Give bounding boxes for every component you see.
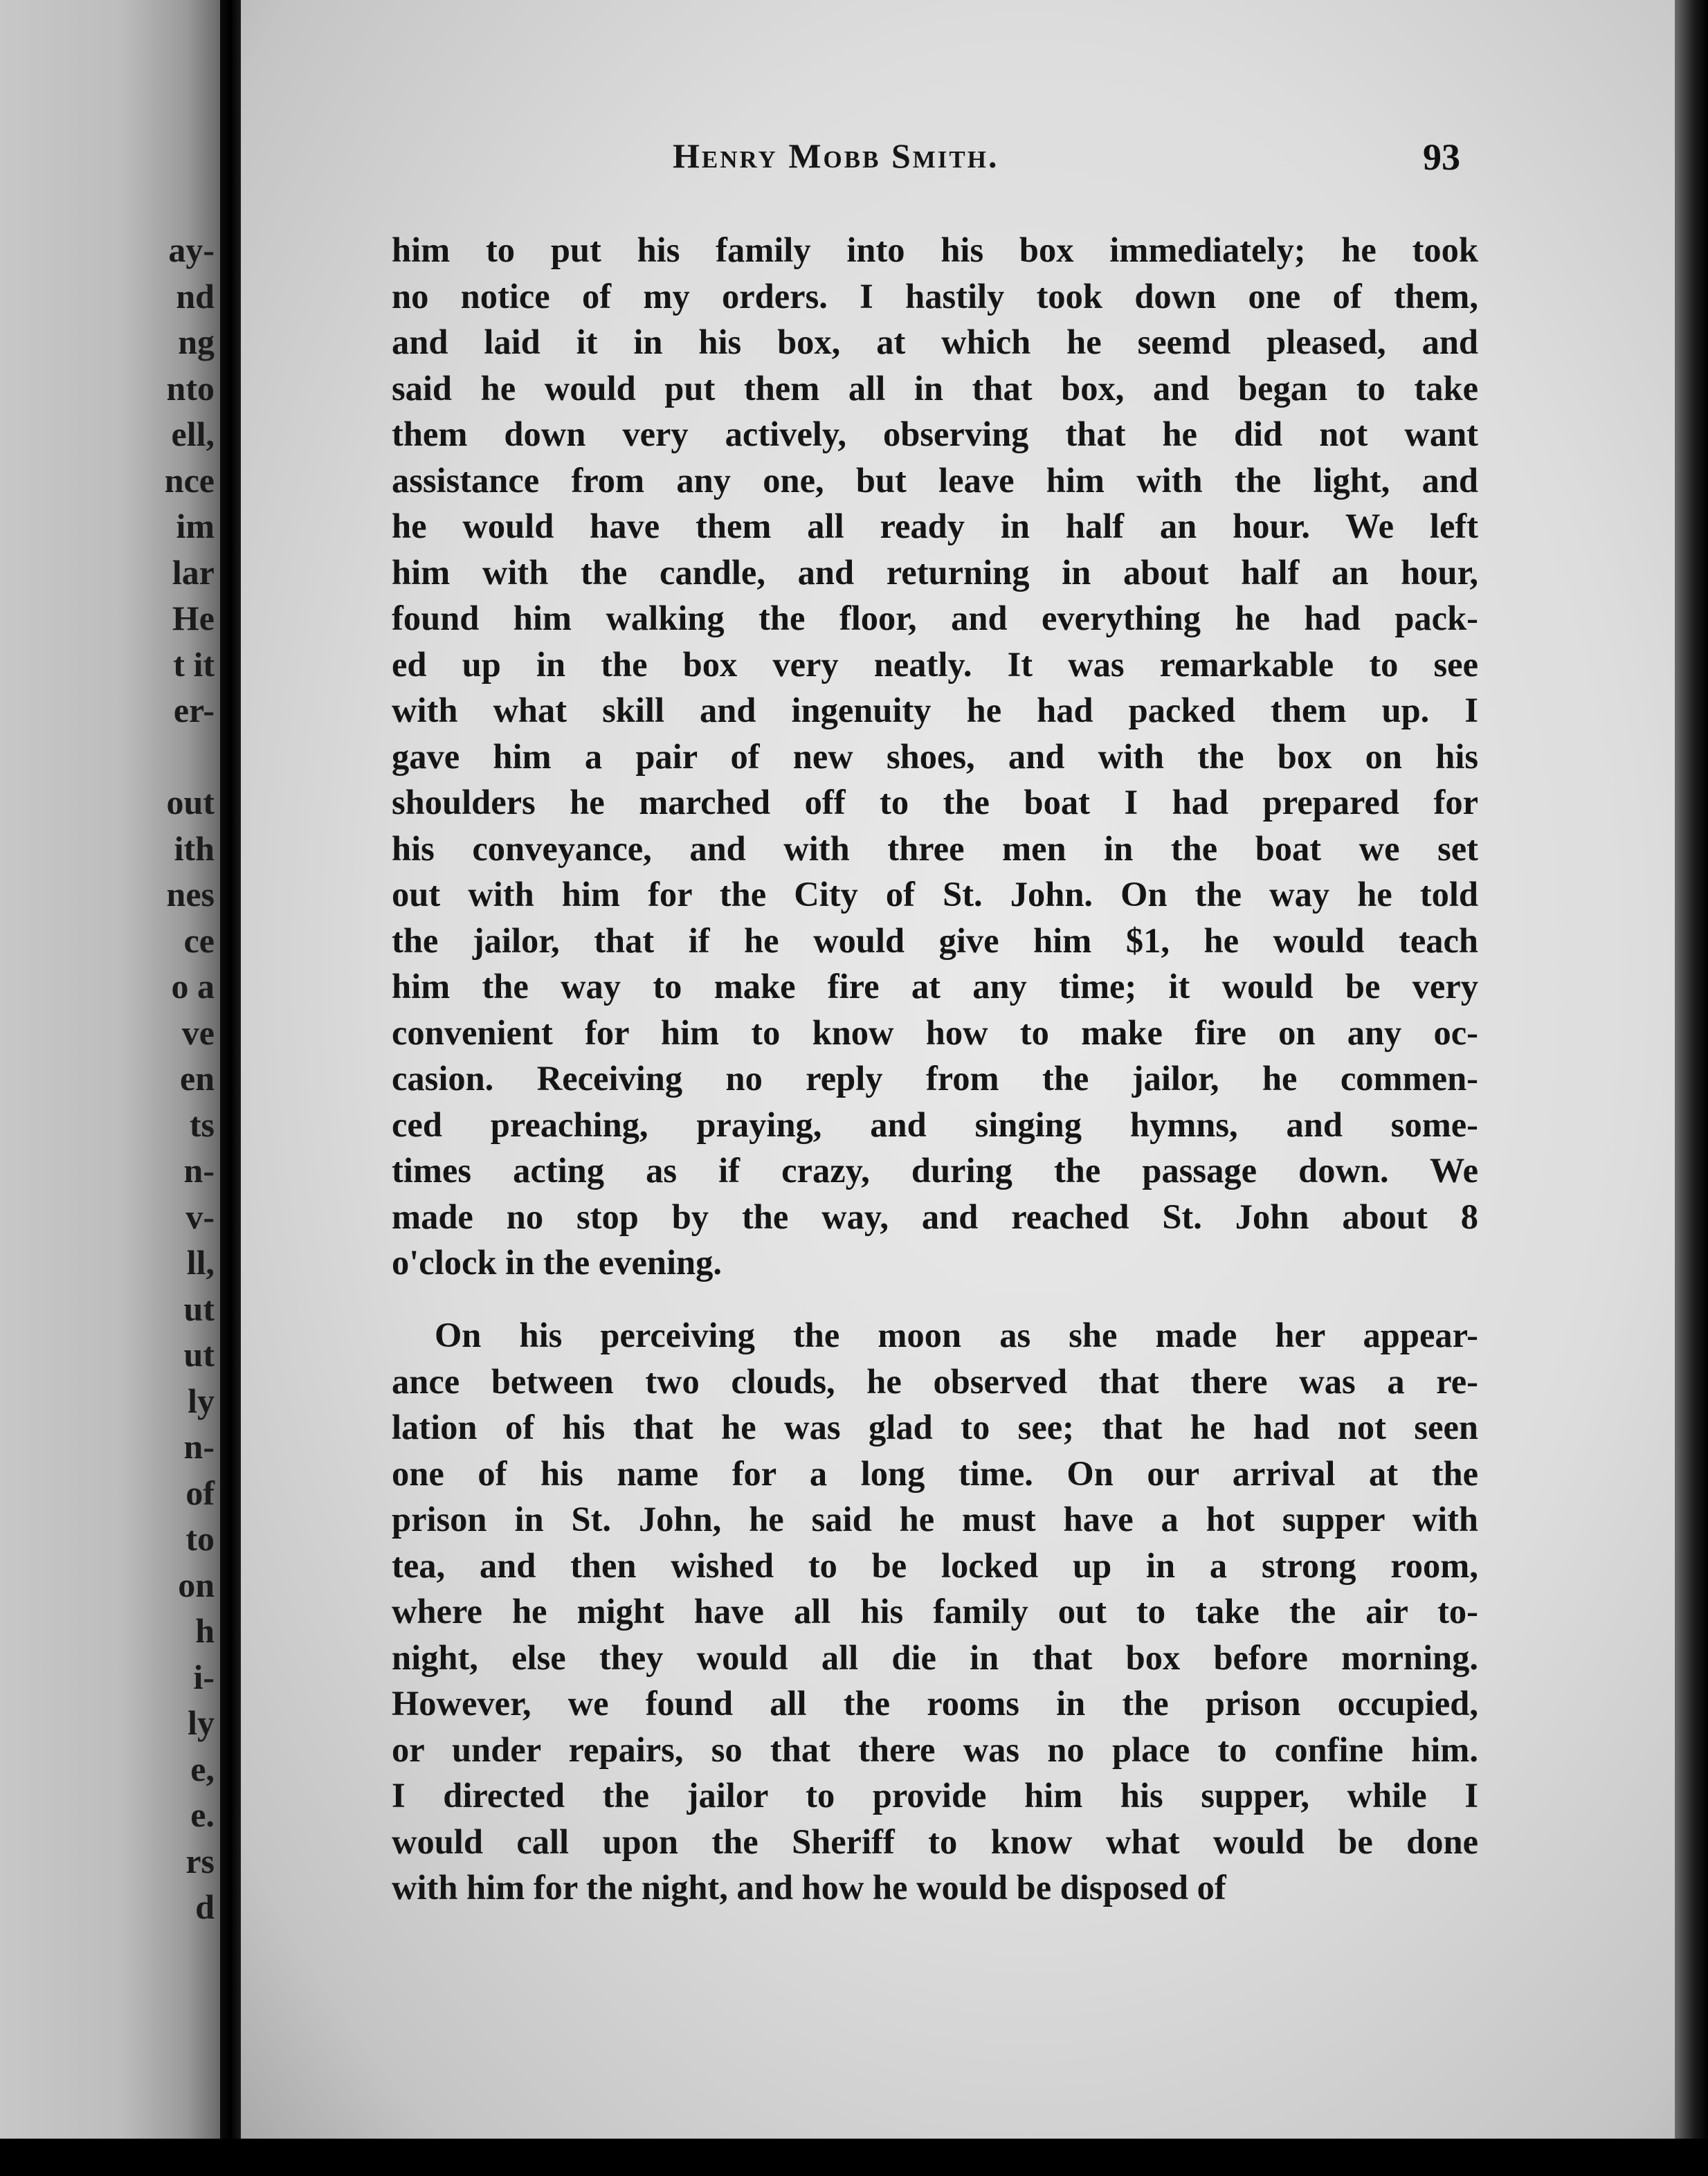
previous-page-fragment: ce — [183, 921, 215, 960]
book-gutter — [220, 0, 241, 2176]
text-line: his conveyance, and with three men in the boat we set — [392, 828, 1478, 868]
previous-page-fragment: ut — [183, 1335, 215, 1374]
previous-page-fragment: e. — [190, 1795, 215, 1834]
previous-page-fragment: nce — [164, 460, 215, 500]
previous-page-fragment: i- — [193, 1657, 215, 1696]
text-line: he would have them all ready in half an hour. We left — [392, 507, 1478, 545]
text-line: However, we found all the rooms in the prison occupied, — [392, 1684, 1478, 1723]
text-line: out with him for the City of St. John. On the way he told — [392, 875, 1478, 914]
text-line: or under repairs, so that there was no place to confine him. — [392, 1730, 1478, 1769]
previous-page-fragment: nto — [166, 368, 215, 408]
text-line: On his perceiving the moon as she made her appear- — [435, 1316, 1478, 1354]
text-line: I directed the jailor to provide him his supper, while I — [392, 1776, 1478, 1815]
text-line: night, else they would all die in that box before morning. — [392, 1638, 1478, 1677]
text-line: times acting as if crazy, during the passage down. We — [392, 1151, 1478, 1190]
previous-page-fragment: n- — [183, 1427, 215, 1466]
previous-page-fragment: ay- — [168, 230, 215, 269]
previous-page-fragment: im — [176, 507, 215, 545]
previous-page-fragment: ly — [188, 1703, 215, 1742]
previous-page-fragment: ell, — [171, 415, 215, 453]
running-head: Henry Mobb Smith. — [673, 136, 999, 175]
previous-page-fragment: ng — [178, 323, 215, 361]
previous-page-fragment: lar — [172, 552, 215, 592]
text-line: would call upon the Sheriff to know what would be done — [392, 1822, 1478, 1861]
text-line: found him walking the floor, and everything he had pack- — [392, 599, 1478, 637]
previous-page-fragment: He — [172, 599, 215, 637]
scan-bottom-border — [0, 2139, 1708, 2176]
previous-page-fragment: v- — [185, 1197, 215, 1236]
text-line: with him for the night, and how he would be disposed of — [392, 1868, 1226, 1907]
page-number: 93 — [1423, 136, 1460, 178]
text-line: ed up in the box very neatly. It was remarkable to see — [392, 644, 1478, 684]
text-line: said he would put them all in that box, and began to take — [392, 368, 1478, 408]
text-line: shoulders he marched off to the boat I had prepared for — [392, 783, 1478, 822]
text-line: him to put his family into his box immediately; he took — [392, 230, 1478, 269]
previous-page-fragment: ve — [181, 1013, 215, 1052]
previous-page-fragment: rs — [185, 1841, 215, 1880]
text-line: and laid it in his box, at which he seemd pleased, and — [392, 323, 1478, 361]
text-line: no notice of my orders. I hastily took down one of them, — [392, 276, 1478, 316]
previous-page-fragment: n- — [183, 1151, 215, 1190]
previous-page-fragment: nd — [176, 276, 215, 316]
previous-page-fragment: d — [195, 1887, 215, 1926]
previous-page-fragment: out — [166, 783, 215, 822]
previous-page-fragment: t it — [173, 644, 215, 684]
previous-page-fragment: ll, — [186, 1243, 215, 1282]
previous-page-fragment: nes — [166, 875, 215, 914]
text-line: lation of his that he was glad to see; that he had not seen — [392, 1408, 1478, 1447]
text-line: convenient for him to know how to make fire on any oc- — [392, 1013, 1478, 1052]
text-line: casion. Receiving no reply from the jailor, he commen- — [392, 1059, 1478, 1098]
previous-page-fragment: en — [180, 1059, 215, 1098]
text-line: where he might have all his family out to take the air to- — [392, 1592, 1478, 1631]
text-line: with what skill and ingenuity he had packed them up. I — [392, 691, 1478, 729]
previous-page-fragment: e, — [190, 1749, 215, 1788]
text-line: him the way to make fire at any time; it would be very — [392, 967, 1478, 1006]
previous-page-fragment: ith — [174, 828, 215, 868]
previous-page-fragment: o a — [171, 967, 215, 1006]
previous-page-fragment — [165, 734, 215, 780]
previous-page-fragment: ts — [189, 1105, 215, 1144]
text-line: ced preaching, praying, and singing hymns, and some- — [392, 1105, 1478, 1144]
paragraph — [392, 227, 1478, 1286]
previous-page-fragment: h — [195, 1611, 215, 1650]
text-line: tea, and then wished to be locked up in a strong room, — [392, 1545, 1478, 1585]
previous-page-fragment: of — [185, 1473, 215, 1512]
previous-page-fragment: to — [185, 1519, 215, 1558]
previous-page-fragment: ly — [188, 1381, 215, 1420]
text-line: prison in St. John, he said he must have a hot supper with — [392, 1500, 1478, 1539]
text-line: one of his name for a long time. On our arrival at the — [392, 1453, 1478, 1493]
text-line: assistance from any one, but leave him with the light, and — [392, 460, 1478, 500]
text-line: o'clock in the evening. — [392, 1243, 722, 1282]
text-line: gave him a pair of new shoes, and with the box on his — [392, 736, 1478, 776]
text-line: him with the candle, and returning in about half an hour, — [392, 552, 1478, 592]
page-right-edge — [1675, 0, 1708, 2176]
paragraph — [392, 1312, 1478, 1911]
previous-page-line-fragments — [165, 227, 215, 1930]
text-line: made no stop by the way, and reached St. John about 8 — [392, 1197, 1478, 1236]
previous-page-edge — [0, 0, 220, 2139]
text-line: them down very actively, observing that he did not want — [392, 415, 1478, 453]
previous-page-fragment: ut — [183, 1289, 215, 1328]
previous-page-fragment: er- — [173, 691, 215, 729]
text-line: ance between two clouds, he observed that there was a re- — [392, 1361, 1478, 1401]
text-line: the jailor, that if he would give him $1, he would teach — [392, 921, 1478, 960]
previous-page-fragment: on — [178, 1565, 215, 1604]
